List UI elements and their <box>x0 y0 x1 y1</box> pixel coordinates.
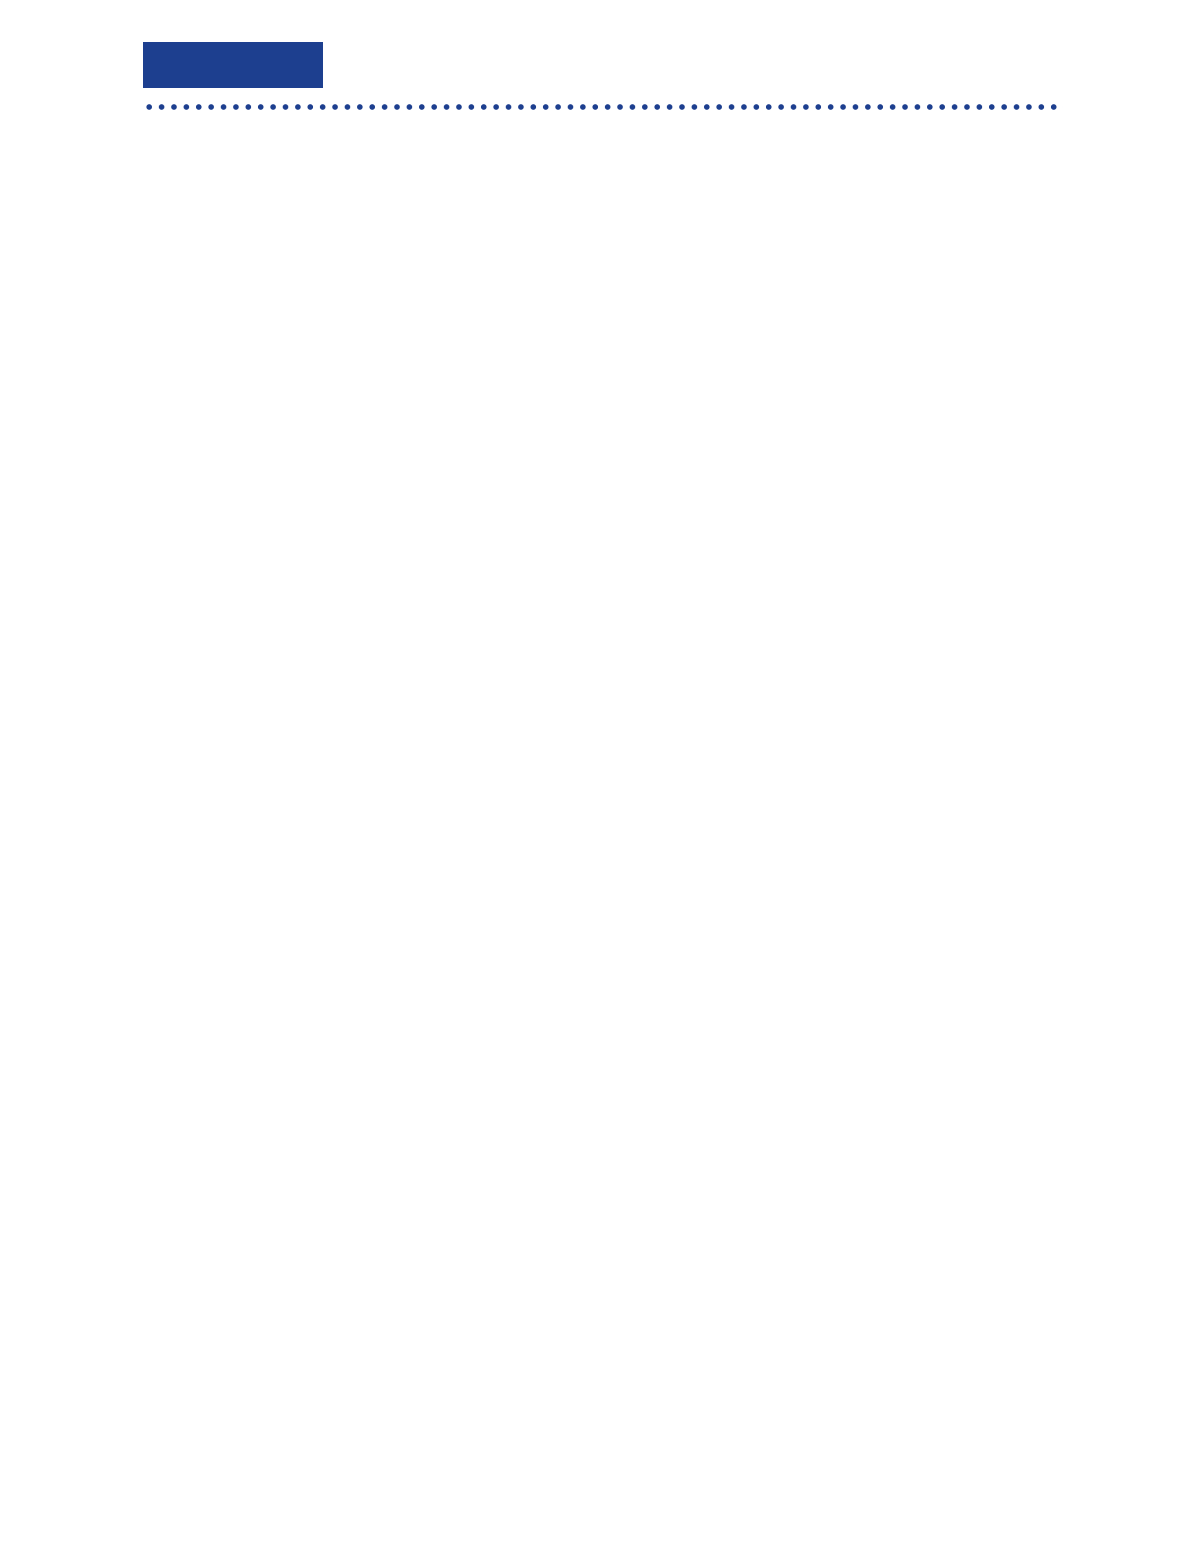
dotted-divider <box>143 104 1063 110</box>
page-header <box>143 42 1063 92</box>
study-guide-button[interactable] <box>143 42 323 88</box>
